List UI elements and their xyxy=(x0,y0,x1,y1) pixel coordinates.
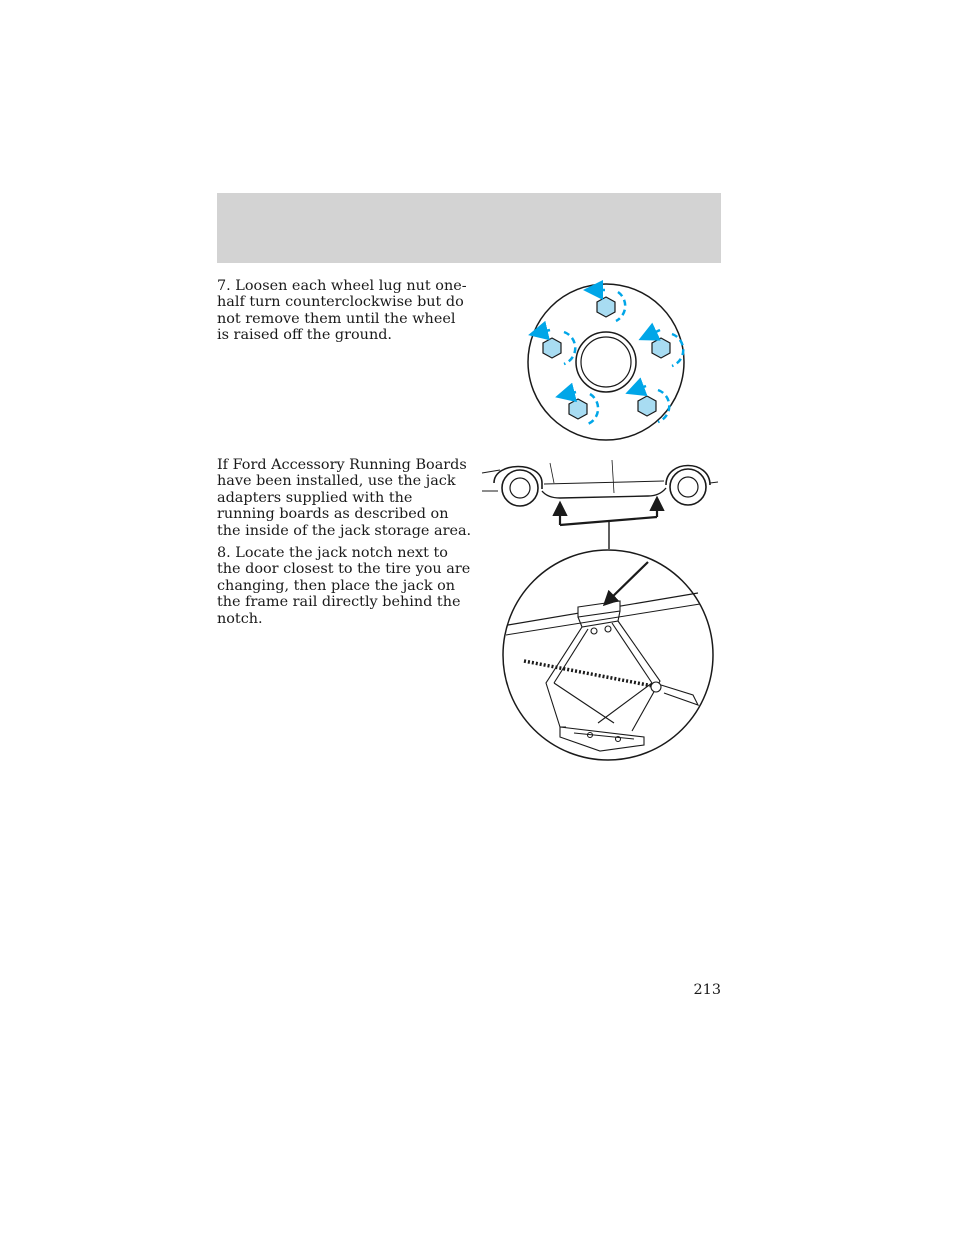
section-header-band xyxy=(217,193,721,263)
jack-placement-illustration xyxy=(478,455,723,765)
vehicle-side-view xyxy=(482,460,718,506)
page-number: 213 xyxy=(693,982,721,998)
step-8-text: 8. Locate the jack notch next to the door closest to the tire you are changing, then place the jack on the frame rail directly behind the notch. xyxy=(217,545,471,627)
running-boards-text: If Ford Accessory Running Boards have been installed, use the jack adapters supplied with the running boards as described on the inside of the jack storage area. xyxy=(217,457,472,539)
front-tire xyxy=(502,470,538,506)
step-7-instructions xyxy=(217,278,472,344)
step-7-text: 7. Loosen each wheel lug nut one-half turn counterclockwise but do not remove them until the wheel is raised off the ground. xyxy=(217,278,467,344)
wheel-hub-inner xyxy=(581,337,631,387)
rear-tire xyxy=(670,469,706,505)
jack-instructions xyxy=(217,457,472,627)
wheel-lug-nut-illustration xyxy=(520,278,690,444)
jack-detail-circle xyxy=(503,550,713,760)
